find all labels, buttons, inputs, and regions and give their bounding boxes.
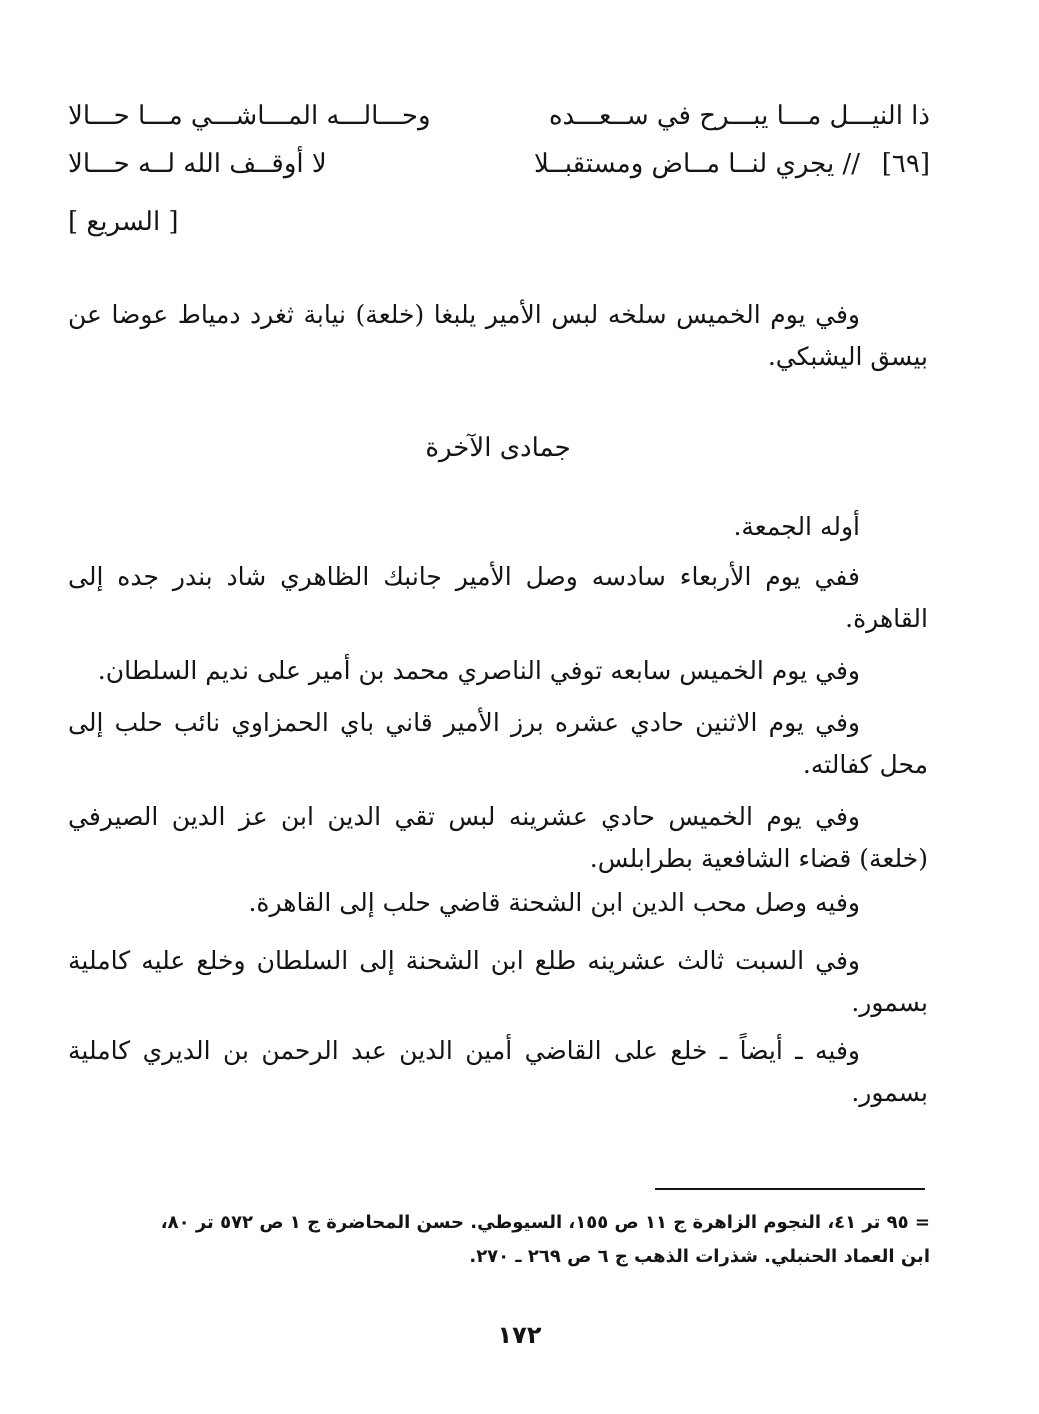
poem-verse: [68, 96, 930, 136]
paragraph: وفي السبت ثالث عشرينه طلع ابن الشحنة إلى السلطان وخلع عليه كاملية بسمور.: [68, 946, 928, 1017]
verse-second-hemistich: لا أوقــف الله لــه حـــالا: [68, 149, 327, 179]
paragraph: ففي يوم الأربعاء سادسه وصل الأمير جانبك الظاهري شاد بندر جده إلى القاهرة.: [68, 562, 928, 633]
section-heading: جمادى الآخرة: [425, 433, 571, 463]
paragraph: وفي يوم الخميس سلخه لبس الأمير يلبغا (خلعة) نيابة ثغرد دمياط عوضا عن بيسق اليشبكي.: [68, 300, 928, 371]
footnote-line: = ٩٥ تر ٤١، النجوم الزاهرة ج ١١ ص ١٥٥، السيوطي. حسن المحاضرة ج ١ ص ٥٧٢ تر ٨٠،: [160, 1212, 930, 1233]
footnote-separator: [655, 1188, 925, 1190]
poem-verse: [68, 144, 930, 184]
verse-reference-number: [٦٩]: [881, 149, 930, 179]
paragraph: وفي يوم الاثنين حادي عشره برز الأمير قاني باي الحمزاوي نائب حلب إلى محل كفالته.: [68, 708, 928, 779]
footnote-line: ابن العماد الحنبلي. شذرات الذهب ج ٦ ص ٢٦٩ ـ ٢٧٠.: [469, 1246, 930, 1267]
verse-second-hemistich: وحـــالـــه المـــاشـــي مـــا حـــالا: [68, 101, 431, 131]
footnote: [68, 1206, 930, 1274]
poem-meter: [ السريع ]: [68, 207, 179, 237]
verse-first-hemistich: // يجري لنــا مــاض ومستقبــلا: [533, 149, 860, 179]
paragraph: وفيه وصل محب الدين ابن الشحنة قاضي حلب إلى القاهرة.: [248, 888, 860, 917]
paragraph: وفي يوم الخميس سابعه توفي الناصري محمد بن أمير على نديم السلطان.: [97, 656, 860, 685]
paragraph: أوله الجمعة.: [733, 512, 860, 541]
paragraph: وفي يوم الخميس حادي عشرينه لبس تقي الدين ابن عز الدين الصيرفي (خلعة) قضاء الشافعية بطرابلس.: [68, 802, 928, 873]
page-number: ١٧٢: [497, 1321, 542, 1349]
verse-first-hemistich: ذا النيـــل مـــا يبـــرح في ســعـــده: [548, 101, 930, 131]
paragraph: وفيه ـ أيضاً ـ خلع على القاضي أمين الدين عبد الرحمن بن الديري كاملية بسمور.: [68, 1036, 928, 1107]
